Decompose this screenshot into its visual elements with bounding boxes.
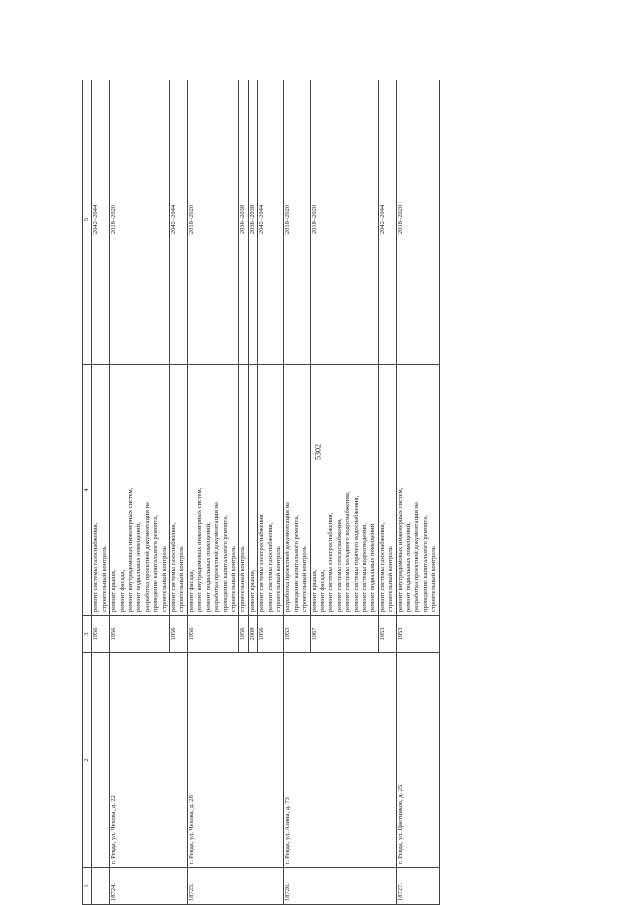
year-cell: 1956 — [239, 616, 248, 653]
work-item: разработка проектной документации на — [413, 502, 421, 612]
work-list-cell — [310, 365, 378, 616]
work-item: строительный контроль — [100, 546, 108, 612]
col-header-1: 1 — [83, 868, 92, 905]
period-cell: 2018–2020 — [310, 80, 378, 365]
period-cell: 2018–2020 — [110, 80, 170, 365]
table-row — [92, 80, 110, 905]
table-row — [110, 80, 170, 905]
period-cell: 2036–2038 — [248, 80, 257, 365]
work-item: ремонт фасада, — [187, 569, 195, 612]
year-cell: 1953 — [378, 616, 396, 653]
period-cell: 2018–2020 — [284, 80, 310, 365]
address-cell: г. Ревда, ул. Цветников, д. 25 — [396, 653, 439, 868]
table-row — [396, 80, 439, 905]
work-item: ремонт крыши, — [248, 569, 256, 612]
work-list-cell — [284, 365, 310, 616]
row-number-cell: 18725. — [187, 868, 283, 905]
work-item: строительный контроль — [274, 546, 282, 612]
work-item: строительный контроль — [229, 546, 237, 612]
work-item: ремонт внутридомовых инженерных систем, — [196, 487, 204, 612]
work-item: ремонт системы газоснабжения, — [92, 522, 100, 612]
col-header-4: 4 — [83, 365, 92, 616]
work-item: ремонт крыши, — [110, 569, 118, 612]
table-row — [284, 80, 310, 905]
work-item: строительный контроль — [178, 546, 186, 612]
work-list-cell — [170, 365, 188, 616]
work-item: ремонт подвальных помещений — [369, 523, 377, 612]
work-item: разработка проектной документации на — [213, 502, 221, 612]
work-item: ремонт внутридомовых инженерных систем, — [396, 487, 404, 612]
col-header-2: 2 — [83, 653, 92, 868]
address-cell — [92, 653, 110, 868]
address-cell: г. Ревда, ул. Азина, д. 73 — [284, 653, 396, 868]
work-item: строительный контроль — [301, 546, 309, 612]
period-cell: 2042–2044 — [170, 80, 188, 365]
address-cell: г. Ревда, ул. Чехова, д. 22 — [110, 653, 188, 868]
row-number-cell: 18724. — [110, 868, 188, 905]
work-item: ремонт системы теплоснабжения, — [335, 518, 343, 612]
page-number-text: 5302 — [313, 444, 323, 460]
period-cell: 2042–2044 — [92, 80, 110, 365]
rotated-page — [82, 80, 587, 905]
work-item: ремонт системы холодного водоснабжения, — [344, 491, 352, 612]
year-cell: 1956 — [187, 616, 238, 653]
period-cell: 2018–2020 — [396, 80, 439, 365]
year-cell: 1956 — [170, 616, 188, 653]
table-row — [187, 80, 238, 905]
table-frame — [82, 80, 587, 905]
register-table — [82, 80, 440, 905]
work-list-cell — [92, 365, 110, 616]
work-list-cell — [110, 365, 170, 616]
work-item: проведение капитального ремонта, — [221, 515, 229, 612]
row-number-cell: 18727. — [396, 868, 439, 905]
work-list-cell — [378, 365, 396, 616]
row-number-cell — [92, 868, 110, 905]
period-cell: 2018–2020 — [187, 80, 238, 365]
work-item: строительный контроль — [387, 546, 395, 612]
work-item: разработка проектной документации на — [143, 502, 151, 612]
year-cell: 1953 — [396, 616, 439, 653]
work-item: ремонт фасада, — [318, 569, 326, 612]
work-list-cell — [239, 365, 248, 616]
work-item: ремонт системы газоснабжения, — [170, 522, 178, 612]
work-item: ремонт системы газоснабжения, — [378, 522, 386, 612]
work-item: ремонт крыши, — [310, 569, 318, 612]
work-item: проведение капитального ремонта, — [152, 515, 160, 612]
year-cell: 2008 — [248, 616, 257, 653]
work-item: строительный контроль — [430, 546, 438, 612]
period-cell: 2042–2044 — [258, 80, 284, 365]
work-item: разработка проектной документации на — [284, 502, 292, 612]
address-cell: г. Ревда, ул. Чехова, д. 28 — [187, 653, 283, 868]
work-item: ремонт системы электроснабжения — [258, 514, 266, 612]
year-cell: 1956 — [258, 616, 284, 653]
work-list-cell — [187, 365, 238, 616]
year-cell: 1953 — [284, 616, 310, 653]
work-item: проведение капитального ремонта, — [421, 515, 429, 612]
work-item: ремонт подвальных помещений, — [204, 522, 212, 612]
year-cell: 1956 — [92, 616, 110, 653]
work-item: ремонт фасада, — [118, 569, 126, 612]
work-item: строительный контроль — [239, 546, 247, 612]
work-item: ремонт системы газоснабжения, — [266, 522, 274, 612]
work-list-cell — [258, 365, 284, 616]
period-cell: 2042–2044 — [378, 80, 396, 365]
work-item: ремонт системы горячего водоснабжения, — [352, 495, 360, 612]
work-list-cell — [396, 365, 439, 616]
period-cell: 2036–2038 — [239, 80, 248, 365]
year-cell: 1967 — [310, 616, 378, 653]
work-item: ремонт внутридомовых инженерных систем, — [127, 487, 135, 612]
col-header-5: 5 — [83, 80, 92, 365]
work-item: строительный контроль — [160, 546, 168, 612]
row-number-cell: 18726. — [284, 868, 396, 905]
col-header-3: 3 — [83, 616, 92, 653]
work-item: ремонт системы электроснабжения, — [327, 512, 335, 612]
work-item: ремонт системы водоотведения, — [361, 523, 368, 612]
work-item: ремонт подвальных помещений, — [135, 522, 143, 612]
work-item: проведение капитального ремонта, — [292, 515, 300, 612]
column-number-row — [83, 80, 92, 905]
work-item: ремонт подвальных помещений, — [405, 522, 413, 612]
work-list-cell — [248, 365, 257, 616]
year-cell: 1956 — [110, 616, 170, 653]
